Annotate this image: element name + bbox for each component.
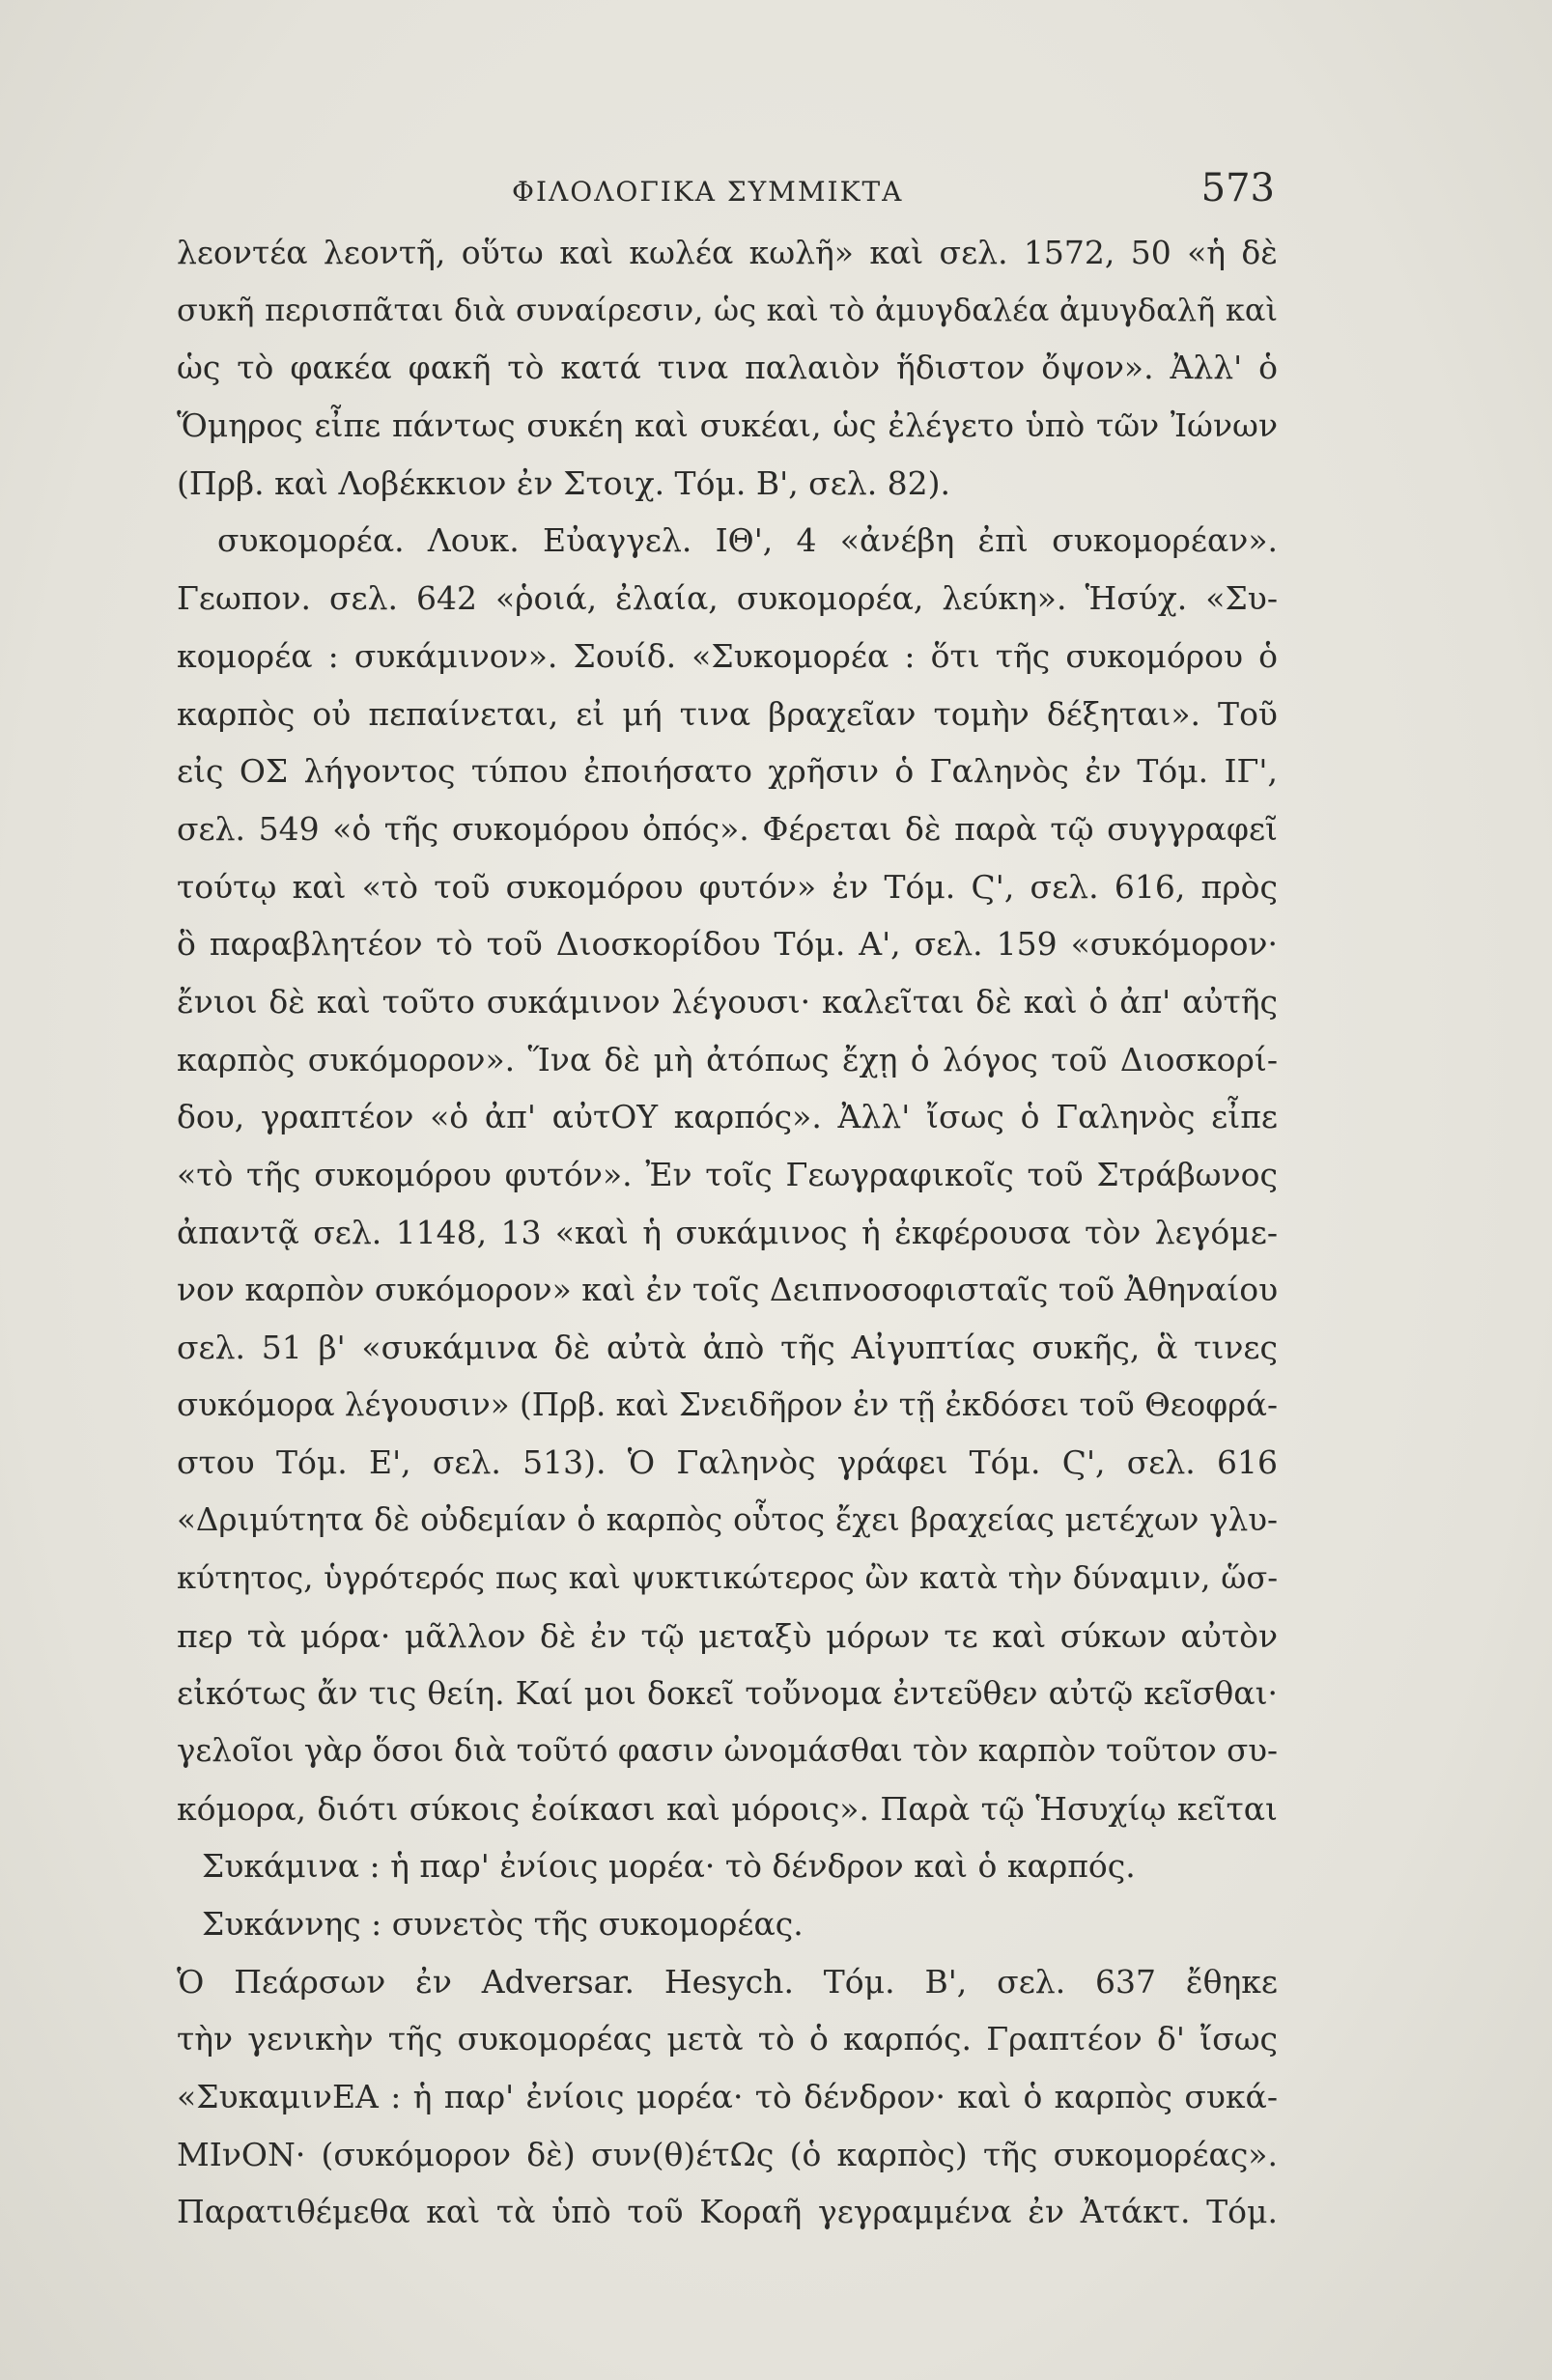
text-line: καρπὸς συκόμορον». Ἵνα δὲ μὴ ἀτόπως ἔχῃ ὁ λόγος τοῦ Διοσκορί- bbox=[177, 1040, 1278, 1078]
text-line: Παρατιθέμεθα καὶ τὰ ὑπὸ τοῦ Κοραῆ γεγραμμένα ἐν Ἀτάκτ. Τόμ. bbox=[177, 2193, 1278, 2231]
text-line: εἰκότως ἄν τις θείη. Καί μοι δοκεῖ τοὔνομα ἐντεῦθεν αὐτῷ κεῖσθαι· bbox=[177, 1674, 1278, 1713]
text-line: νον καρπὸν συκόμορον» καὶ ἐν τοῖς Δειπνοσοφισταῖς τοῦ Ἀθηναίου bbox=[177, 1271, 1278, 1309]
text-line: ἔνιοι δὲ καὶ τοῦτο συκάμινον λέγουσι· καλεῖται δὲ καὶ ὁ ἀπ' αὐτῆς bbox=[177, 982, 1278, 1021]
text-line: περ τὰ μόρα· μᾶλλον δὲ ἐν τῷ μεταξὺ μόρων τε καὶ σύκων αὐτὸν bbox=[177, 1616, 1278, 1655]
text-line: Συκάμινα : ἡ παρ' ἐνίοις μορέα· τὸ δένδρον καὶ ὁ καρπός. bbox=[202, 1847, 1136, 1886]
running-title: ΦΙΛΟΛΟΓΙΚΑ ΣΥΜΜΙΚΤΑ bbox=[512, 176, 904, 208]
text-line: ἀπαντᾷ σελ. 1148, 13 «καὶ ἡ συκάμινος ἡ ἐκφέρουσα τὸν λεγόμε- bbox=[177, 1213, 1278, 1251]
text-line: σελ. 51 β' «συκάμινα δὲ αὐτὰ ἀπὸ τῆς Αἰγυπτίας συκῆς, ἃ τινες bbox=[177, 1329, 1278, 1367]
text-line: συκόμορα λέγουσιν» (Πρβ. καὶ Σνειδῆρον ἐν τῇ ἐκδόσει τοῦ Θεοφρά- bbox=[177, 1386, 1278, 1423]
text-line: λεοντέα λεοντῆ, οὕτω καὶ κωλέα κωλῆ» καὶ σελ. 1572, 50 «ἡ δὲ bbox=[177, 234, 1278, 271]
text-line: «Δριμύτητα δὲ οὐδεμίαν ὁ καρπὸς οὗτος ἔχει βραχείας μετέχων γλυ- bbox=[177, 1501, 1278, 1539]
text-line: ὃ παραβλητέον τὸ τοῦ Διοσκορίδου Τόμ. Α', σελ. 159 «συκόμορον· bbox=[177, 925, 1278, 964]
text-line: τὴν γενικὴν τῆς συκομορέας μετὰ τὸ ὁ καρπός. Γραπτέον δ' ἴσως bbox=[177, 2020, 1278, 2058]
text-line: ὡς τὸ φακέα φακῆ τὸ κατά τινα παλαιὸν ἥδιστον ὄψον». Ἀλλ' ὁ bbox=[177, 349, 1278, 387]
body-text bbox=[177, 224, 1278, 2241]
text-line: (Πρβ. καὶ Λοβέκκιον ἐν Στοιχ. Τόμ. Β', σελ. 82). bbox=[177, 463, 951, 502]
text-line: εἰς ΟΣ λήγοντος τύπου ἐποιήσατο χρῆσιν ὁ Γαληνὸς ἐν Τόμ. ΙΓ', bbox=[177, 752, 1278, 791]
text-line: κύτητος, ὑγρότερός πως καὶ ψυκτικώτερος ὢν κατὰ τὴν δύναμιν, ὥσ- bbox=[177, 1558, 1278, 1596]
text-line: καρπὸς οὐ πεπαίνεται, εἰ μή τινα βραχεῖαν τομὴν δέξηται». Τοῦ bbox=[177, 694, 1278, 733]
text-line: στου Τόμ. Ε', σελ. 513). Ὁ Γαληνὸς γράφει Τόμ. Ϛ', σελ. 616 bbox=[177, 1443, 1278, 1482]
text-line: τούτῳ καὶ «τὸ τοῦ συκομόρου φυτόν» ἐν Τόμ. Ϛ', σελ. 616, πρὸς bbox=[177, 867, 1278, 906]
text-line: Ὁ Πεάρσων ἐν Adversar. Hesych. Τόμ. Β', σελ. 637 ἔθηκε bbox=[177, 1962, 1278, 2001]
text-line: σελ. 549 «ὁ τῆς συκομόρου ὀπός». Φέρεται δὲ παρὰ τῷ συγγραφεῖ bbox=[177, 809, 1278, 848]
running-head bbox=[174, 166, 1275, 214]
text-line: «τὸ τῆς συκομόρου φυτόν». Ἐν τοῖς Γεωγραφικοῖς τοῦ Στράβωνος bbox=[177, 1156, 1278, 1193]
text-line: συκομορέα. Λουκ. Εὐαγγελ. ΙΘ', 4 «ἀνέβη ἐπὶ συκομορέαν». bbox=[217, 521, 1278, 560]
text-line: Γεωπον. σελ. 642 «ῥοιά, ἐλαία, συκομορέα, λεύκη». Ἡσύχ. «Συ- bbox=[177, 579, 1278, 618]
text-line: κόμορα, διότι σύκοις ἐοίκασι καὶ μόροις». Παρὰ τῷ Ἡσυχίῳ κεῖται bbox=[177, 1789, 1278, 1828]
text-line: «ΣυκαμινΕΑ : ἡ παρ' ἐνίοις μορέα· τὸ δένδρον· καὶ ὁ καρπὸς συκά- bbox=[177, 2078, 1278, 2115]
text-line: γελοῖοι γὰρ ὅσοι διὰ τοῦτό φασιν ὠνομάσθαι τὸν καρπὸν τοῦτον συ- bbox=[177, 1731, 1278, 1769]
text-line: δου, γραπτέον «ὁ ἀπ' αὐτΟΥ καρπός». Ἀλλ' ἴσως ὁ Γαληνὸς εἶπε bbox=[177, 1098, 1278, 1136]
text-line: ΜΙνΟΝ· (συκόμορον δὲ) συν(θ)έτΩς (ὁ καρπὸς) τῆς συκομορέας». bbox=[177, 2135, 1278, 2173]
text-line: Ὅμηρος εἶπε πάντως συκέη καὶ συκέαι, ὡς ἐλέγετο ὑπὸ τῶν Ἰώνων bbox=[177, 406, 1278, 445]
text-line: Συκάννης : συνετὸς τῆς συκομορέας. bbox=[202, 1904, 804, 1943]
text-line: συκῆ περισπᾶται διὰ συναίρεσιν, ὡς καὶ τὸ ἀμυγδαλέα ἀμυγδαλῆ καὶ bbox=[177, 291, 1278, 328]
text-line: κομορέα : συκάμινον». Σουίδ. «Συκομορέα : ὅτι τῆς συκομόρου ὁ bbox=[177, 636, 1278, 675]
page-number: 573 bbox=[1200, 166, 1275, 210]
